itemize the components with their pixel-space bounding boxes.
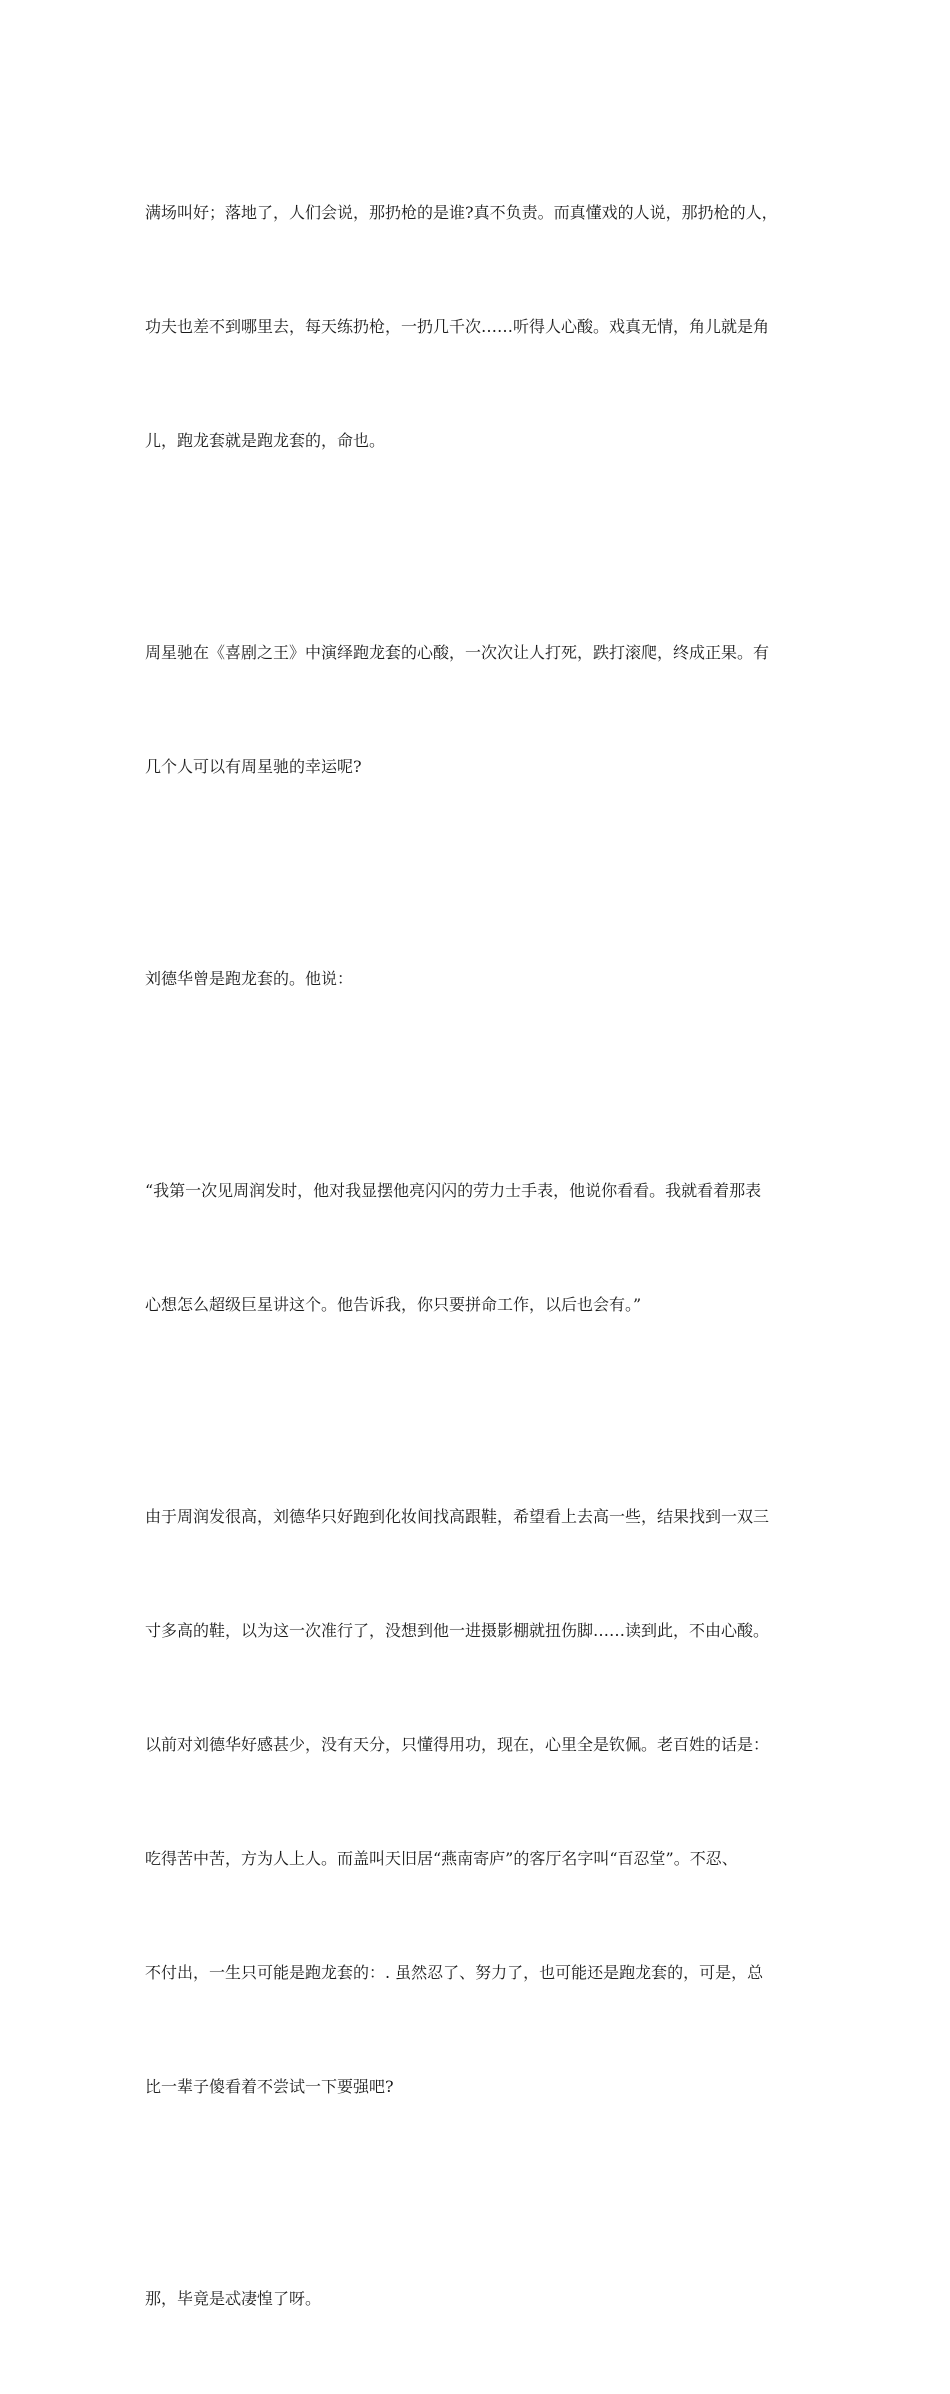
text-line: 几个人可以有周星驰的幸运呢? <box>145 757 362 776</box>
text-line: 比一辈子傻看着不尝试一下要强吧? <box>145 2077 394 2096</box>
text-line: 不付出，一生只可能是跑龙套的：. 虽然忍了、努力了，也可能还是跑龙套的，可是，总 <box>145 1963 764 1982</box>
text-line: 刘德华曾是跑龙套的。他说： <box>145 969 354 988</box>
text-line: 那，毕竟是忒凄惶了呀。 <box>145 2289 322 2308</box>
text-line: 寸多高的鞋，以为这一次准行了，没想到他一进摄影棚就扭伤脚……读到此，不由心酸。 <box>145 1621 770 1640</box>
text-line: 心想怎么超级巨星讲这个。他告诉我，你只要拼命工作，以后也会有。” <box>145 1295 642 1314</box>
text-line: 儿，跑龙套就是跑龙套的，命也。 <box>145 431 386 450</box>
text-line: 以前对刘德华好感甚少，没有天分，只懂得用功，现在，心里全是钦佩。老百姓的话是： <box>145 1735 770 1754</box>
paragraph-1 <box>145 118 835 536</box>
text-line: 由于周润发很高，刘德华只好跑到化妆间找高跟鞋，希望看上去高一些，结果找到一双三 <box>145 1507 770 1526</box>
paragraph-5 <box>145 1422 835 2182</box>
paragraph-3 <box>145 884 835 1074</box>
text-line: 满场叫好；落地了，人们会说，那扔枪的是谁?真不负责。而真懂戏的人说，那扔枪的人， <box>145 203 778 222</box>
text-line: 周星驰在《喜剧之王》中演绎跑龙套的心酸，一次次让人打死，跌打滚爬，终成正果。有 <box>145 643 770 662</box>
paragraph-4-quote <box>145 1096 835 1400</box>
document-body <box>145 118 835 2394</box>
text-line: 吃得苦中苦，方为人上人。而盖叫天旧居“燕南寄庐”的客厅名字叫“百忍堂”。不忍、 <box>145 1849 738 1868</box>
text-line: “我第一次见周润发时，他对我显摆他亮闪闪的劳力士手表，他说你看看。我就看着那表 <box>145 1181 762 1200</box>
paragraph-2 <box>145 558 835 862</box>
paragraph-6 <box>145 2204 835 2394</box>
text-line: 功夫也差不到哪里去，每天练扔枪，一扔几千次……听得人心酸。戏真无情，角儿就是角 <box>145 317 770 336</box>
